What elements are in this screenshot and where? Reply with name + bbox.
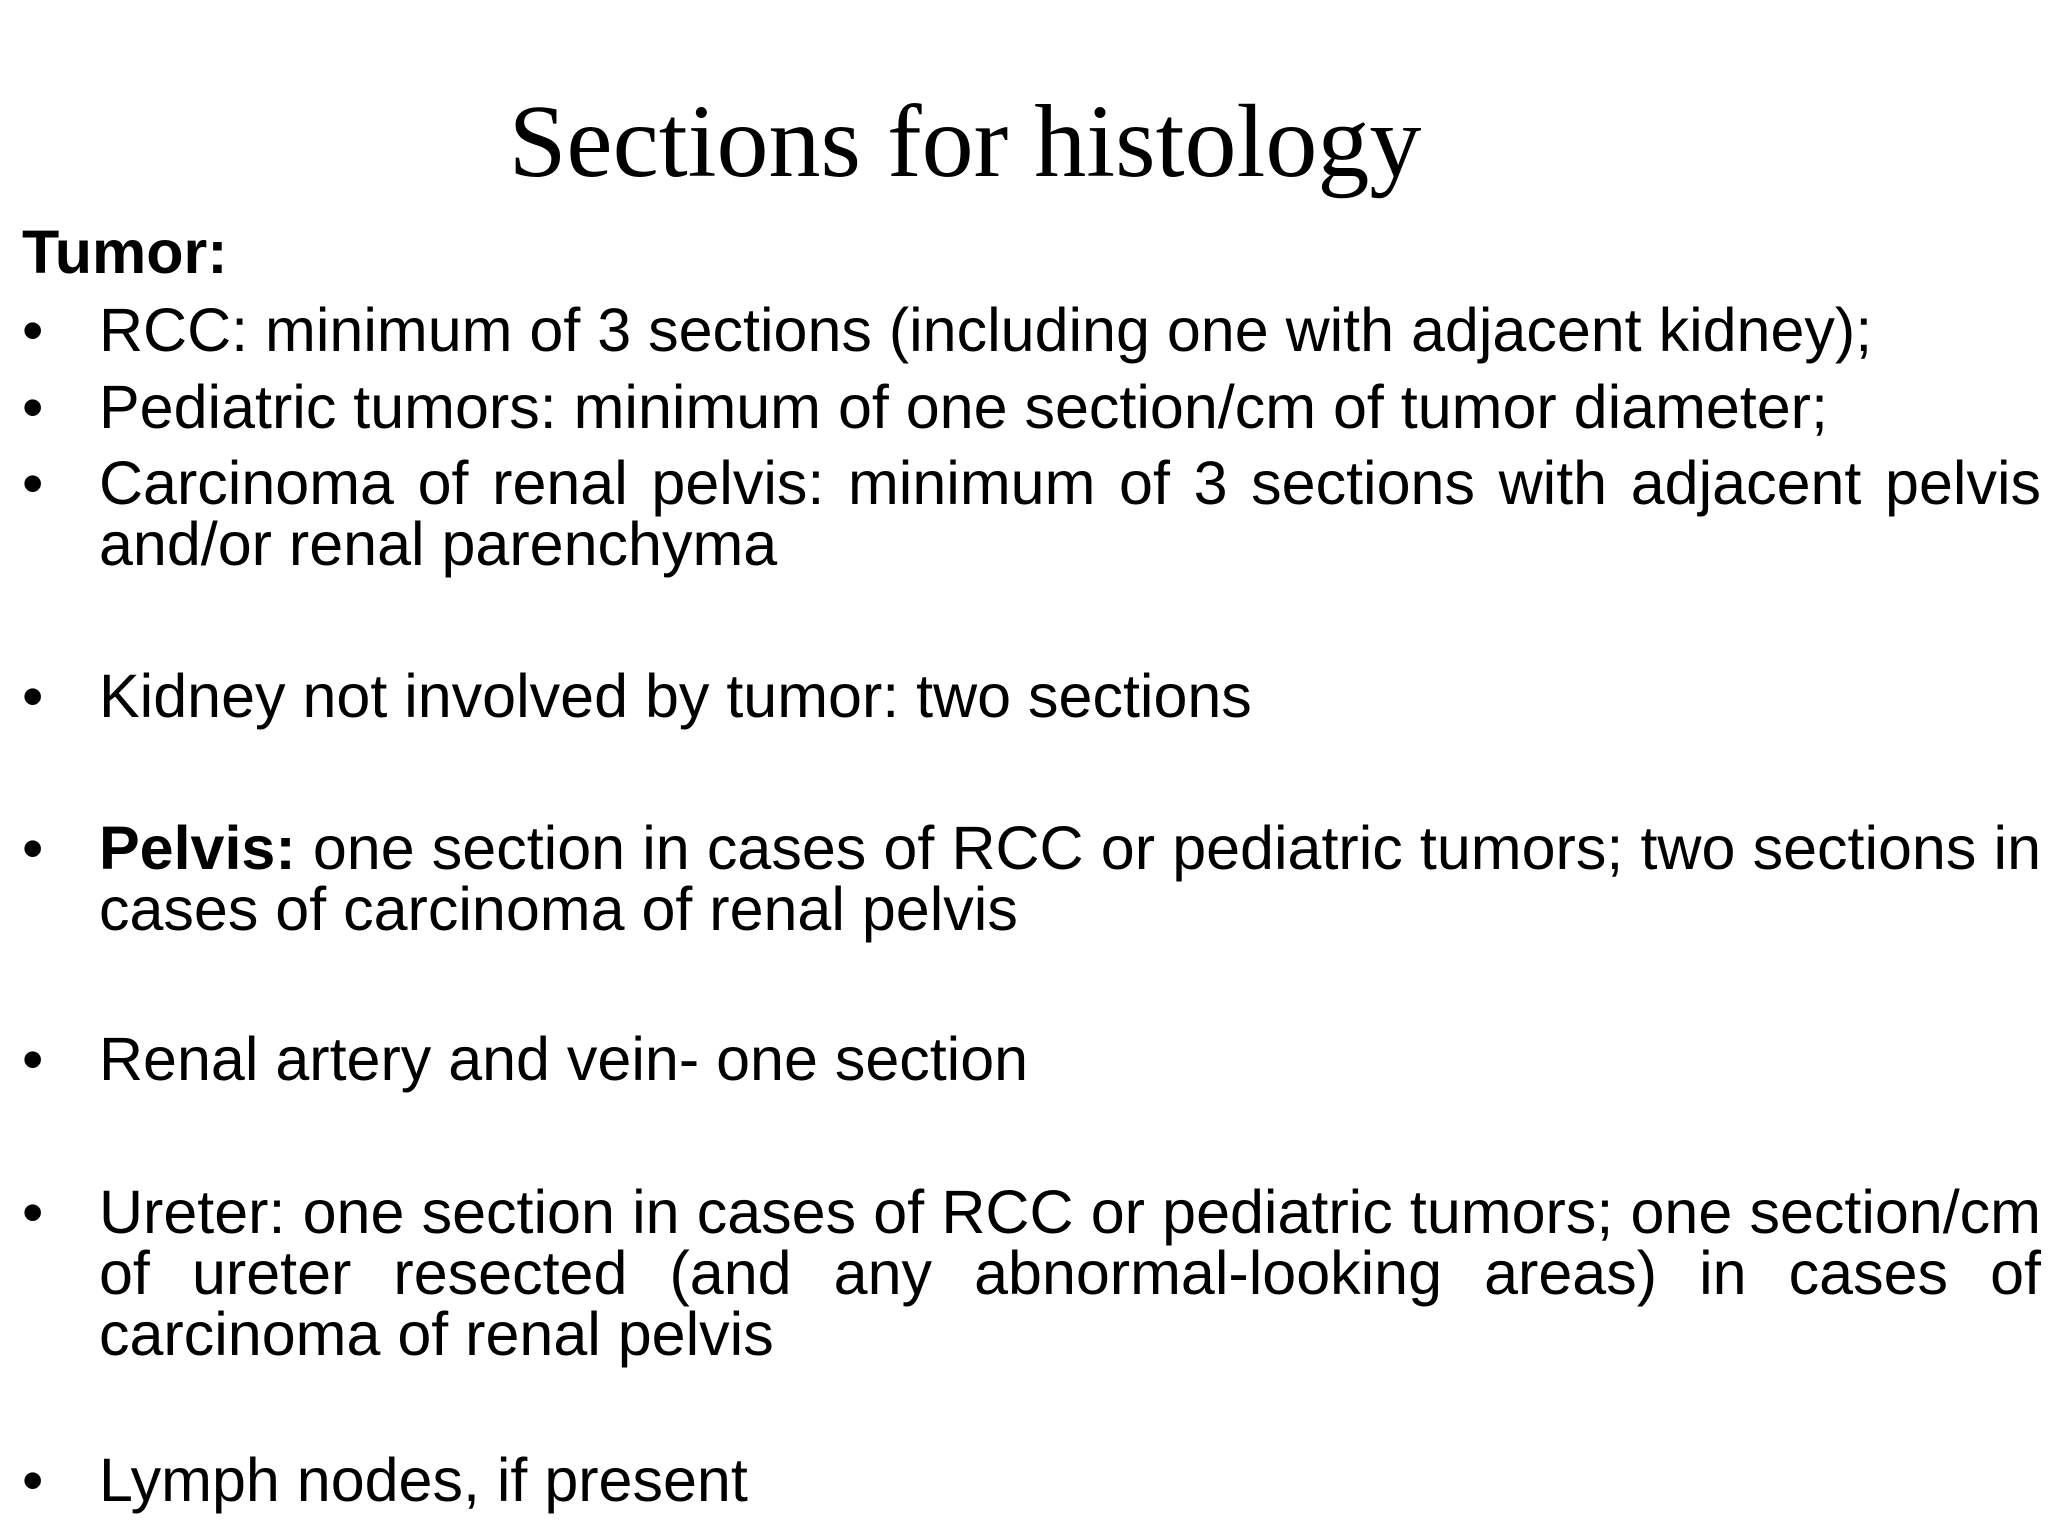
bullet-pediatric-tumors [22, 373, 2020, 441]
bullet-text: Carcinoma of renal pelvis: minimum of 3 sections with adjacent pelvis and/or renal parenchyma [99, 449, 2041, 578]
bullet-lymph-nodes [22, 1446, 2020, 1514]
bullet-pelvis [22, 814, 2041, 943]
tumor-heading: Tumor: [22, 218, 228, 286]
bullet-text: Pediatric tumors: minimum of one section/cm of tumor diameter; [99, 373, 1828, 441]
bullet-body: one section in cases of RCC or pediatric tumors; two sections in cases of carcinoma of renal pelvis [99, 814, 2041, 943]
bullet-dot: • [22, 1446, 44, 1514]
bullet-dot: • [22, 814, 44, 882]
bullet-rcc [22, 296, 2020, 364]
slide-title: Sections for histology [508, 84, 1422, 199]
bullet-text: Ureter: one section in cases of RCC or pediatric tumors; one section/cm of ureter resected (and any abnormal-looking areas) in cases of carcinoma of renal pelvis [99, 1178, 2041, 1368]
bullet-dot: • [22, 296, 44, 364]
bullet-dot: • [22, 1025, 44, 1093]
bullet-text: Lymph nodes, if present [99, 1446, 748, 1514]
bullet-lead-pelvis: Pelvis: [99, 814, 296, 882]
bullet-dot: • [22, 449, 44, 517]
bullet-text: Renal artery and vein- one section [99, 1025, 1029, 1093]
bullet-text: RCC: minimum of 3 sections (including one with adjacent kidney); [99, 296, 1873, 364]
bullet-ureter [22, 1178, 2041, 1368]
bullet-renal-artery-vein [22, 1025, 2020, 1093]
bullet-carcinoma-renal-pelvis [22, 449, 2041, 578]
bullet-dot: • [22, 1178, 44, 1246]
bullet-text: Kidney not involved by tumor: two sections [99, 662, 1252, 730]
bullet-dot: • [22, 373, 44, 441]
bullet-text [99, 814, 2041, 943]
bullet-dot: • [22, 662, 44, 730]
bullet-kidney-not-involved [22, 662, 2020, 730]
